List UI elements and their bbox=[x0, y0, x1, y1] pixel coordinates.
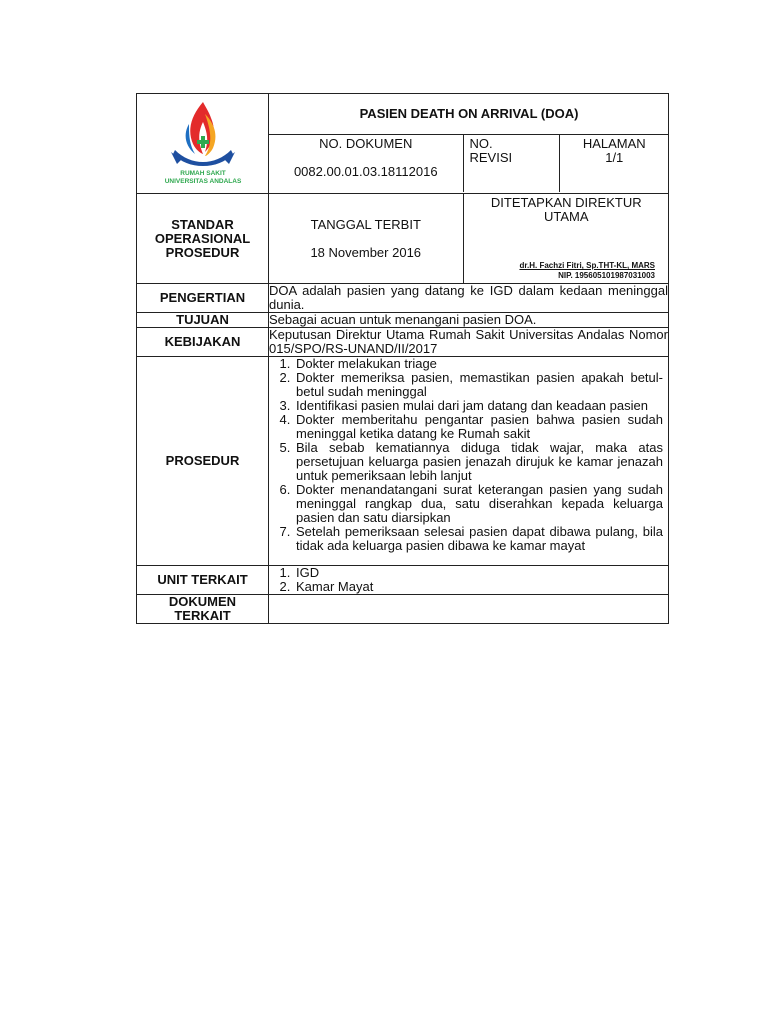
no-revisi-label-2: REVISI bbox=[469, 149, 513, 165]
no-revisi-label-1: NO. bbox=[469, 135, 493, 151]
pengertian-label: PENGERTIAN bbox=[137, 284, 269, 313]
sop-document bbox=[136, 93, 668, 624]
tujuan-label: TUJUAN bbox=[137, 313, 269, 328]
unit-item: 2. Kamar Mayat bbox=[294, 580, 663, 594]
no-dokumen-value: 0082.00.01.03.18112016 bbox=[293, 163, 438, 179]
dokumen-terkait-cell bbox=[269, 595, 669, 624]
logo-line1: RUMAH SAKIT bbox=[179, 170, 226, 177]
dokumen-label-1: DOKUMEN bbox=[168, 594, 237, 609]
ditetapkan-cell bbox=[463, 194, 669, 283]
prosedur-step: 4. Dokter memberitahu pengantar pasien bahwa pasien sudah meninggal ketika datang ke Rumah sakit bbox=[294, 413, 663, 441]
logo-cell bbox=[137, 94, 269, 194]
ditetapkan-line-2: UTAMA bbox=[543, 209, 589, 224]
prosedur-cell bbox=[269, 357, 669, 566]
halaman-cell bbox=[559, 134, 669, 192]
signer-name: dr.H. Fachzi Fitri, Sp.THT-KL, MARS bbox=[519, 261, 655, 270]
pengertian-text: DOA adalah pasien yang datang ke IGD dalam kedaan meninggal dunia. bbox=[269, 283, 668, 312]
document-title: PASIEN DEATH ON ARRIVAL (DOA) bbox=[269, 94, 669, 134]
unit-terkait-cell bbox=[269, 566, 669, 595]
dokumen-terkait-label bbox=[137, 595, 269, 624]
prosedur-label: PROSEDUR bbox=[137, 357, 269, 566]
sop-label-1: STANDAR bbox=[171, 216, 234, 232]
hospital-logo bbox=[153, 94, 253, 190]
signer-nip: NIP. 195605101987031003 bbox=[558, 271, 655, 280]
sop-inner bbox=[269, 194, 669, 283]
prosedur-step: 7. Setelah pemeriksaan selesai pasien dapat dibawa pulang, bila tidak ada keluarga pasien dibawa ke kamar mayat bbox=[294, 525, 663, 553]
unit-terkait-label: UNIT TERKAIT bbox=[137, 566, 269, 595]
tanggal-value: 18 November 2016 bbox=[310, 244, 422, 260]
sop-label-cell bbox=[137, 194, 269, 284]
sop-label-3: PROSEDUR bbox=[165, 244, 240, 260]
sop-table bbox=[136, 93, 669, 624]
unit-terkait-list bbox=[269, 566, 668, 594]
prosedur-step: 2. Dokter memeriksa pasien, memastikan pasien apakah betul-betul sudah meninggal bbox=[294, 371, 663, 399]
kebijakan-label: KEBIJAKAN bbox=[137, 328, 269, 357]
tujuan-text: Sebagai acuan untuk menangani pasien DOA. bbox=[269, 313, 669, 328]
tanggal-cell bbox=[269, 194, 463, 283]
unit-item: 1. IGD bbox=[294, 566, 663, 580]
no-dokumen-label: NO. DOKUMEN bbox=[319, 135, 413, 151]
dokumen-label-2: TERKAIT bbox=[174, 608, 231, 623]
no-revisi-cell bbox=[463, 134, 559, 192]
sop-label-2: OPERASIONAL bbox=[154, 230, 251, 246]
halaman-value: 1/1 bbox=[605, 149, 624, 165]
prosedur-step: 6. Dokter menandatangani surat keterangan pasien yang sudah meninggal rangkap dua, satu diserahkan kepada keluarga pasien dan satu diarsipkan bbox=[294, 483, 663, 525]
prosedur-step: 1. Dokter melakukan triage bbox=[294, 357, 663, 371]
no-dokumen-cell bbox=[269, 134, 463, 192]
prosedur-list bbox=[269, 357, 668, 553]
ditetapkan-line-1: DITETAPKAN DIREKTUR bbox=[490, 195, 642, 210]
header-inner bbox=[269, 94, 669, 192]
logo-line2: UNIVERSITAS ANDALAS bbox=[164, 178, 241, 185]
kebijakan-text: Keputusan Direktur Utama Rumah Sakit Universitas Andalas Nomor 015/SPO/RS-UNAND/II/2017 bbox=[269, 327, 668, 356]
tanggal-label: TANGGAL TERBIT bbox=[310, 216, 421, 232]
halaman-label: HALAMAN bbox=[582, 135, 646, 151]
prosedur-step: 5. Bila sebab kematiannya diduga tidak wajar, maka atas persetujuan keluarga pasien jenazah dirujuk ke kamar jenazah untuk pemeriksaan lebih lanjut bbox=[294, 441, 663, 483]
prosedur-step: 3. Identifikasi pasien mulai dari jam datang dan keadaan pasien bbox=[294, 399, 663, 413]
